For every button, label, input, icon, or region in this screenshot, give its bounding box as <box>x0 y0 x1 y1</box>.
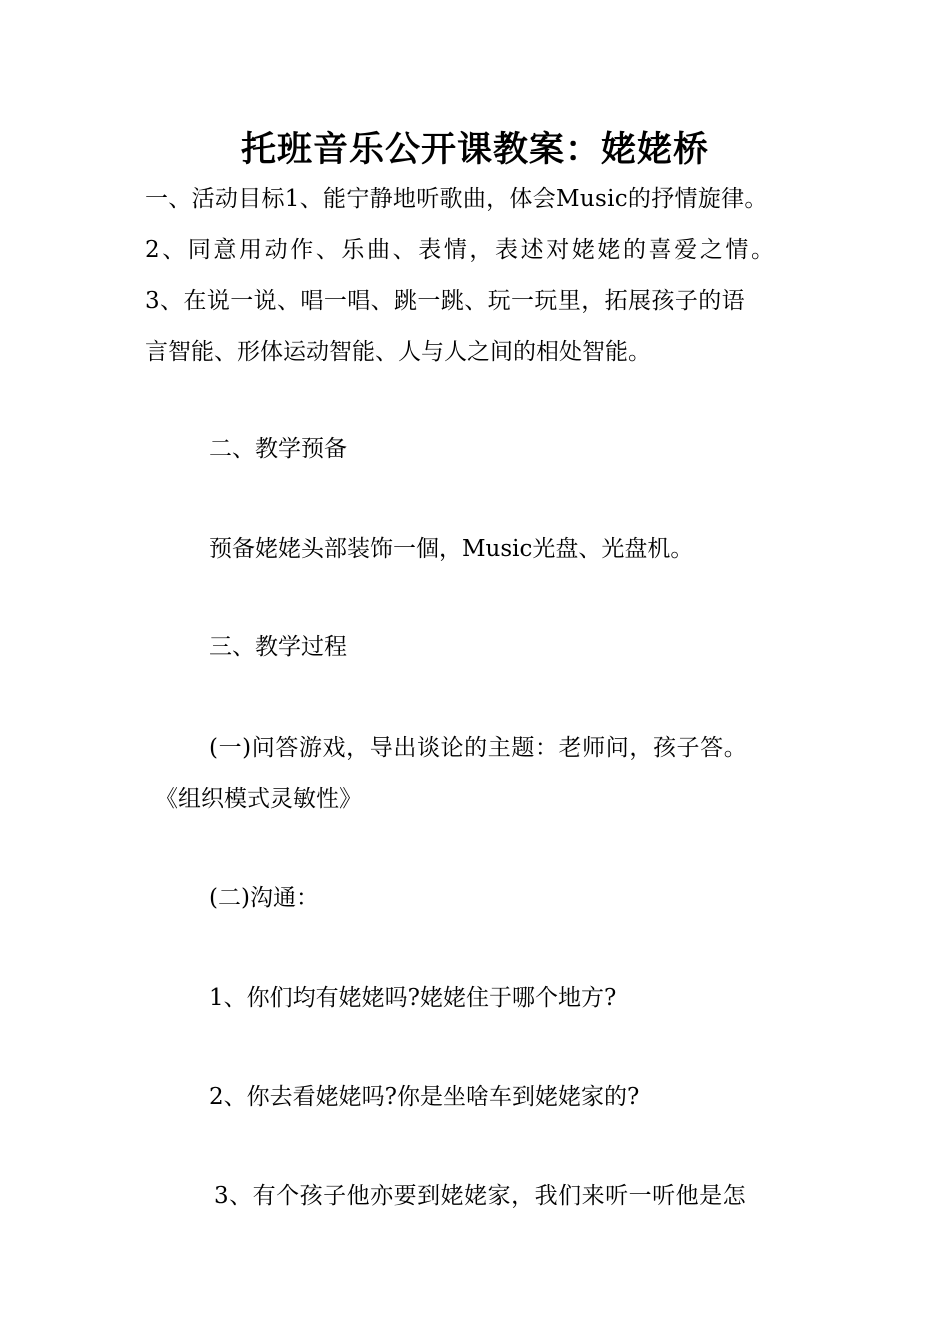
discussion-question-1: 1、你们均有姥姥吗?姥姥住于哪个地方? <box>209 985 617 1011</box>
process-step-2-heading: (二)沟通： <box>209 885 319 911</box>
discussion-question-3: 3、有个孩子他亦要到姥姥家，我们来听一听他是怎 <box>214 1183 747 1209</box>
objective-line-3: 3、在说一说、唱一唱、跳一跳、玩一玩里，拓展孩子的语 <box>145 288 746 314</box>
discussion-question-2: 2、你去看姥姥吗?你是坐啥车到姥姥家的? <box>209 1084 640 1110</box>
section-heading-preparation: 二、教学预备 <box>209 436 347 462</box>
objective-line-4: 言智能、形体运动智能、人与人之间的相处智能。 <box>145 339 651 365</box>
objective-line-2: 2、同意用动作、乐曲、表情，表述对姥姥的喜爱之情。 <box>145 237 777 263</box>
section-heading-process: 三、教学过程 <box>209 634 347 660</box>
process-step-1-note: 《组织模式灵敏性》 <box>155 786 362 812</box>
preparation-text: 预备姥姥头部装饰一個，Music光盘、光盘机。 <box>209 536 694 562</box>
process-step-1: (一)问答游戏，导出谈论的主题：老师问，孩子答。 <box>209 735 748 761</box>
objective-line-1: 一、活动目标1、能宁静地听歌曲，体会Music的抒情旋律。 <box>145 186 768 212</box>
document-title: 托班音乐公开课教案：姥姥桥 <box>240 130 709 170</box>
